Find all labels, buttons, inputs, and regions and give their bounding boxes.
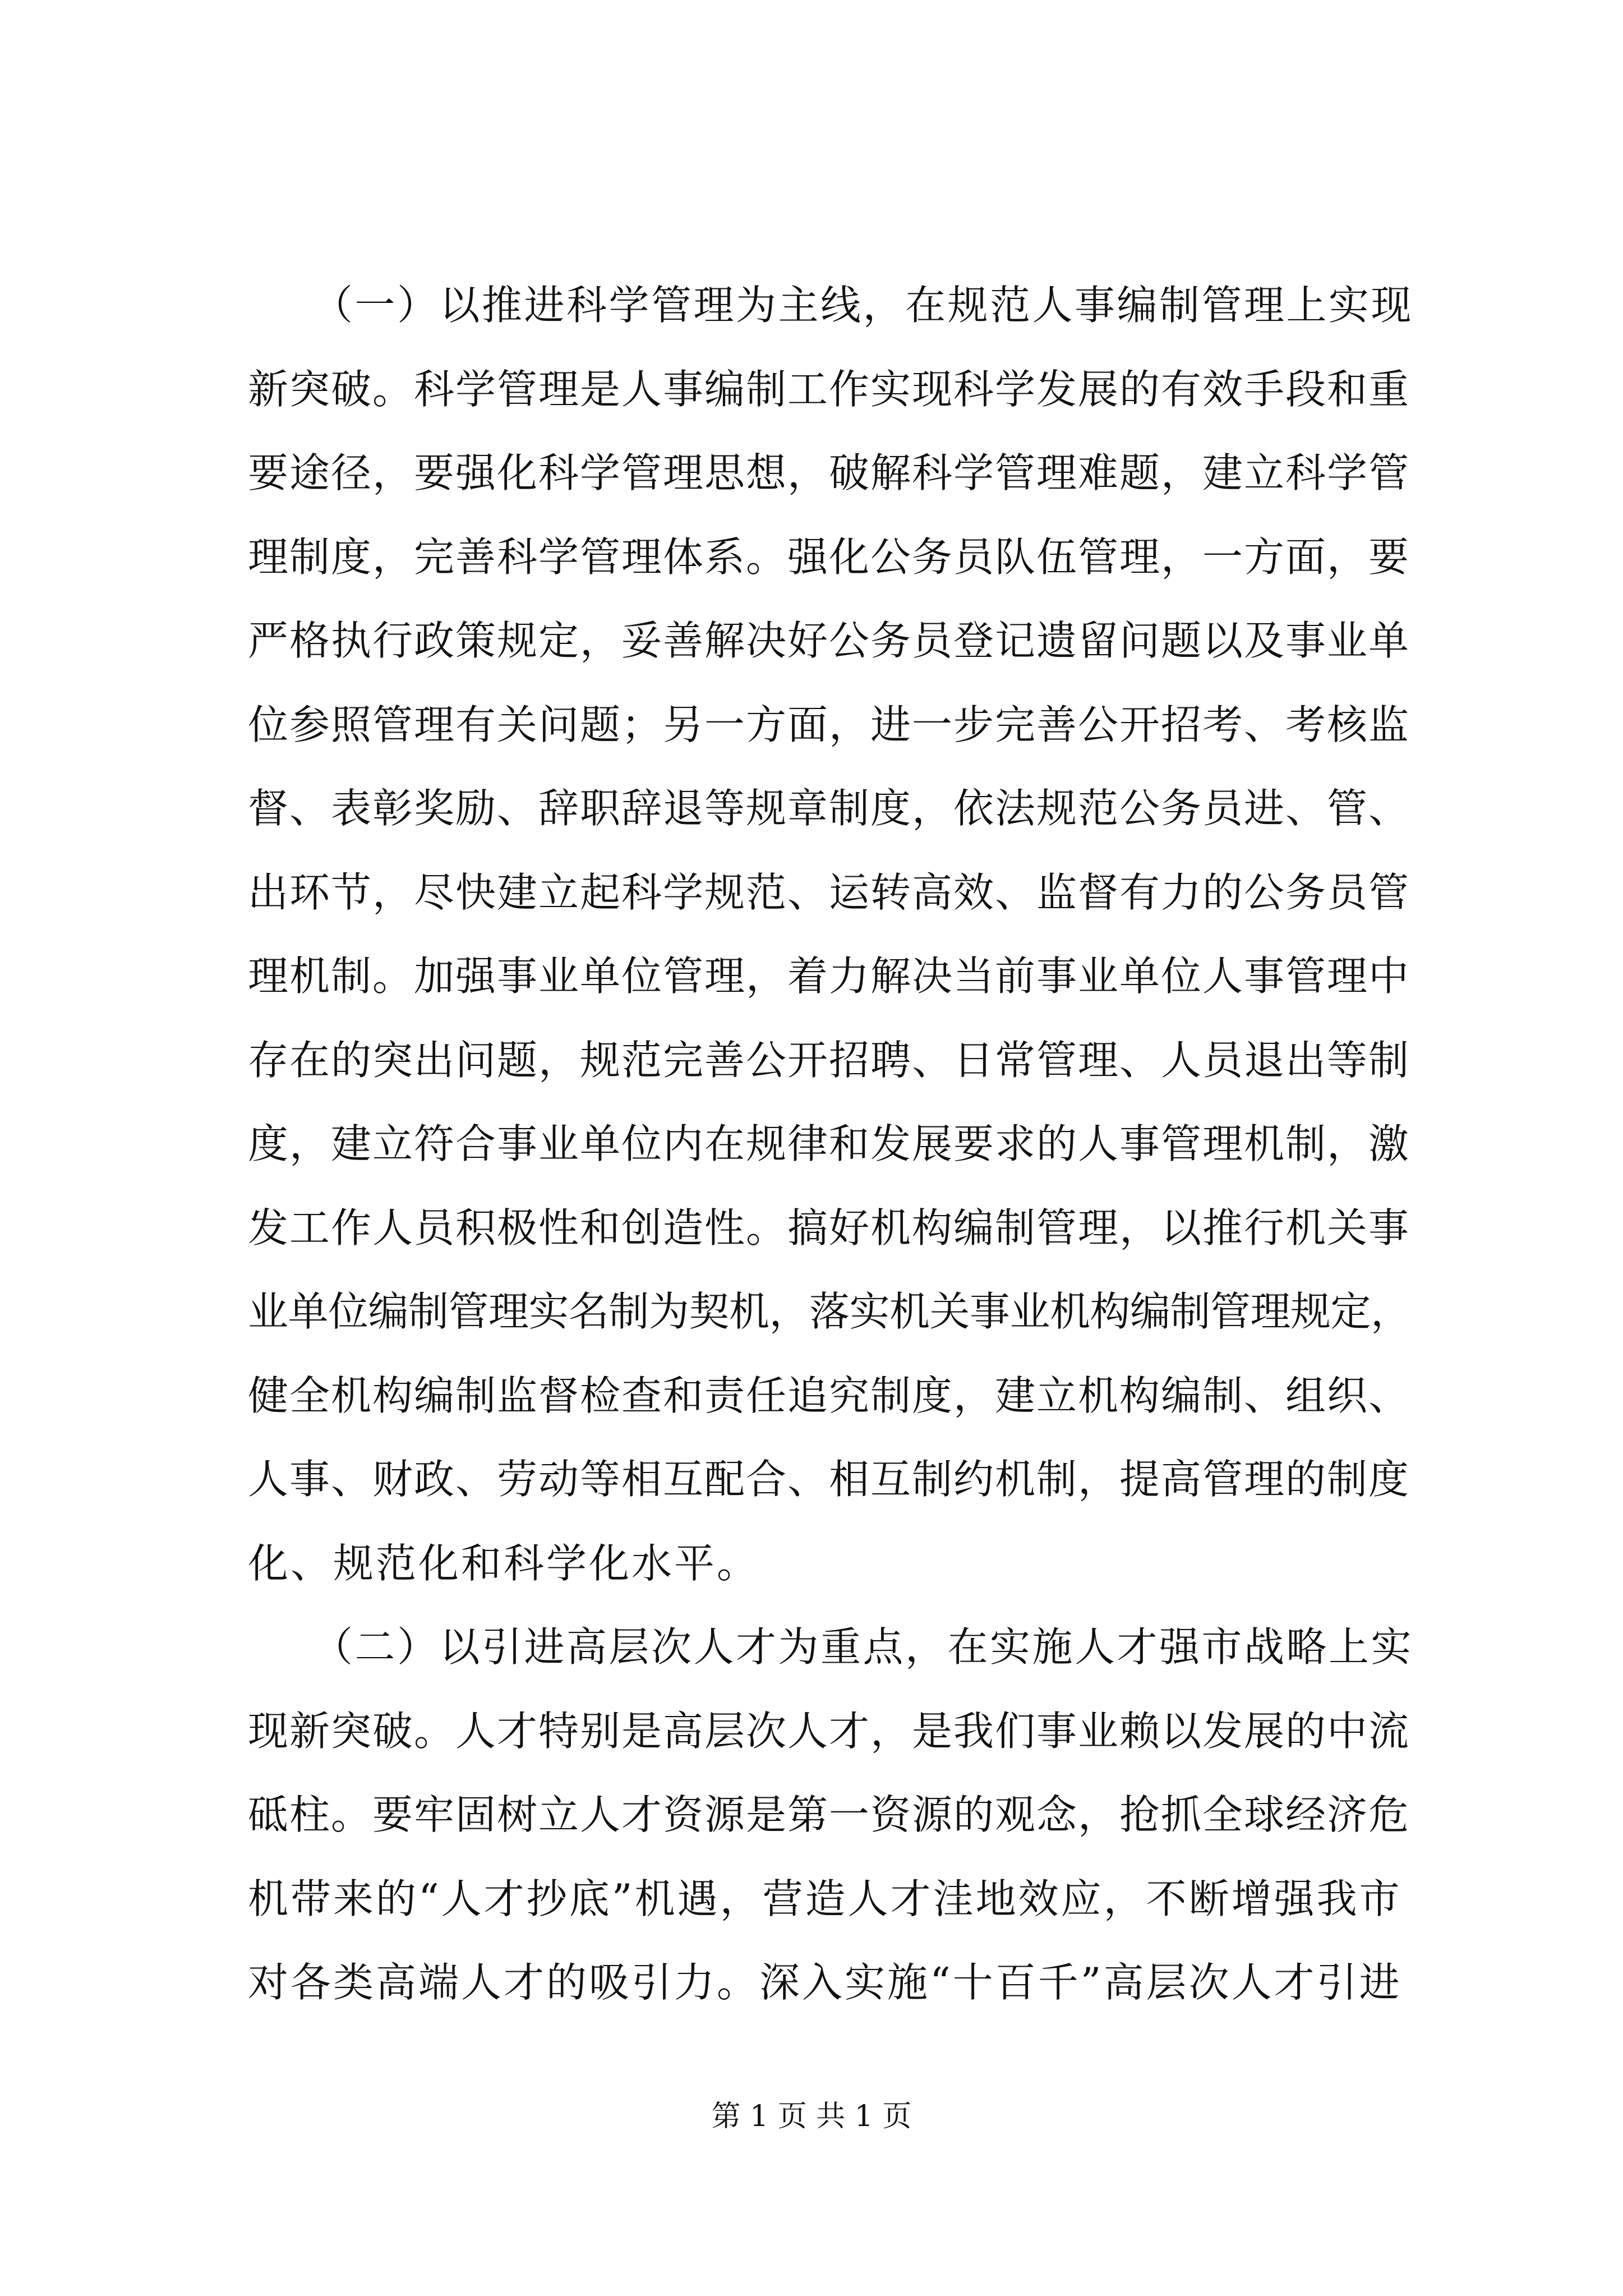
text-line-8: 出环节，尽快建立起科学规范、运转高效、监督有力的公务员管: [248, 868, 1410, 916]
text-line-18: 现新突破。人才特别是高层次人才，是我们事业赖以发展的中流: [248, 1707, 1410, 1755]
text-line-11: 度，建立符合事业单位内在规律和发展要求的人事管理机制，激: [248, 1120, 1410, 1167]
text-line-5: 严格执行政策规定，妥善解决好公务员登记遗留问题以及事业单: [248, 617, 1410, 664]
text-line-21: 对各类高端人才的吸引力。深入实施“十百千”高层次人才引进: [248, 1959, 1402, 2006]
text-line-6: 位参照管理有关问题；另一方面，进一步完善公开招考、考核监: [248, 701, 1410, 748]
text-line-19: 砥柱。要牢固树立人才资源是第一资源的观念，抢抓全球经济危: [248, 1791, 1410, 1838]
text-line-3: 要途径，要强化科学管理思想，破解科学管理难题，建立科学管: [248, 449, 1410, 496]
text-line-17: （二）以引进高层次人才为重点，在实施人才强市战略上实: [248, 1623, 1414, 1671]
text-line-7: 督、表彰奖励、辞职辞退等规章制度，依法规范公务员进、管、: [248, 785, 1410, 832]
text-line-10: 存在的突出问题，规范完善公开招聘、日常管理、人员退出等制: [248, 1036, 1410, 1084]
text-line-12: 发工作人员积极性和创造性。搞好机构编制管理，以推行机关事: [248, 1204, 1410, 1251]
text-line-4: 理制度，完善科学管理体系。强化公务员队伍管理，一方面，要: [248, 533, 1410, 581]
text-line-14: 健全机构编制监督检查和责任追究制度，建立机构编制、组织、: [248, 1372, 1410, 1419]
text-line-9: 理机制。加强事业单位管理，着力解决当前事业单位人事管理中: [248, 953, 1410, 1000]
text-line-15: 人事、财政、劳动等相互配合、相互制约机制，提高管理的制度: [248, 1456, 1410, 1503]
page-footer: 第 1 页 共 1 页: [711, 2100, 912, 2133]
text-line-2: 新突破。科学管理是人事编制工作实现科学发展的有效手段和重: [248, 365, 1410, 413]
text-line-1: （一）以推进科学管理为主线，在规范人事编制管理上实现: [248, 282, 1414, 329]
text-line-16: 化、规范化和科学化水平。: [248, 1539, 760, 1587]
text-line-20: 机带来的“人才抄底”机遇，营造人才洼地效应，不断增强我市: [248, 1875, 1402, 1922]
text-line-13: 业单位编制管理实名制为契机，落实机关事业机构编制管理规定，: [248, 1288, 1411, 1335]
body-text: [248, 264, 1414, 2025]
